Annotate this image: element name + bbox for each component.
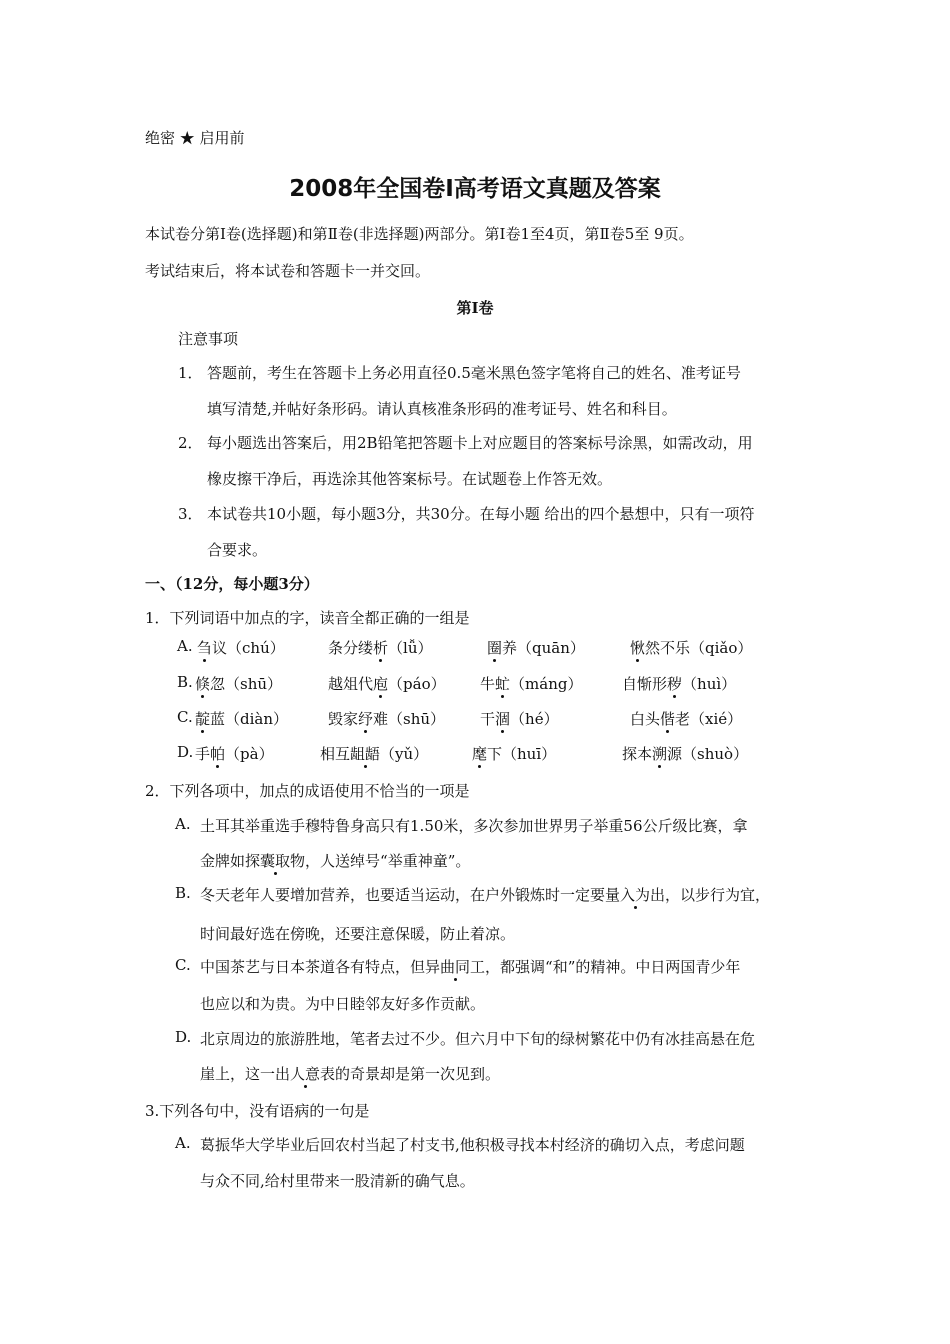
q1-option-c-label: C. [177,708,193,726]
part-heading: 一、（12分，每小题3分） [145,575,319,593]
dotted-char: 庖 [373,675,389,693]
intro-line-2: 考试结束后，将本试卷和答题卡一并交回。 [145,262,431,280]
q2-option-d-label: D. [175,1028,192,1046]
option-text: 冬天老年人要增加营养，也要适当运动，在户外锻炼时一定要 [200,886,606,904]
q2-option-c-line-2 [200,993,485,1014]
cell-text: （páo） [388,675,446,693]
cell-text: （lǚ） [388,639,433,657]
dotted-char: 析 [373,639,389,657]
q1-d-cell-1 [195,743,274,764]
option-text: 也应以和为贵。为中日睦邻友好多作贡献。 [200,995,486,1013]
q1-option-d-label: D. [177,743,194,761]
q1-option-b-label: B. [177,673,193,691]
dotted-char: 龃龉 [350,745,381,763]
option-text: 中国茶艺与日本茶道各有特点，但 [200,958,426,976]
option-text: ，都强调“和”的精神。中日两国青少年 [485,958,741,976]
q1-d-cell-2 [320,743,428,764]
cell-text: 然不乐（qiǎo） [645,639,753,657]
q1-c-cell-4 [630,708,742,729]
q1-b-cell-1 [195,673,282,694]
cell-text: 下（huī） [487,745,557,763]
cell-text: 毁家 [328,710,359,728]
cell-text: 条分缕 [328,639,374,657]
dotted-char: 愀 [630,639,646,657]
dotted-idiom: 量入为出 [605,886,666,904]
cell-text: 手 [195,745,211,763]
dotted-char: 纾 [358,710,374,728]
dotted-idiom: 探囊取物 [245,852,306,870]
dotted-char: 秽 [667,675,683,693]
q3-option-a-label: A. [175,1134,191,1152]
dotted-char: 麾 [472,745,488,763]
cell-text: 老（xié） [675,710,743,728]
dotted-char: 靛 [195,710,211,728]
q2-option-d-line-2 [200,1063,500,1084]
notice-item-2-number: 2． [178,434,203,452]
q2-option-d-line-1 [200,1028,755,1049]
dotted-char: 刍 [197,639,213,657]
dotted-char: 帕 [210,745,226,763]
q2-option-b-label: B. [175,884,191,902]
option-text: ，以步行为宜， [665,886,771,904]
section-title: 第Ⅰ卷 [456,299,494,317]
q1-option-a-label: A. [177,637,193,655]
notice-item-3-number: 3． [178,505,203,523]
option-text: 崖上，这一 [200,1065,276,1083]
cell-text: 牛 [480,675,496,693]
dotted-char: 涸 [495,710,511,728]
cell-text: 干 [480,710,496,728]
dotted-char: 溯 [652,745,668,763]
page-title: 2008年全国卷Ⅰ高考语文真题及答案 [289,176,661,202]
option-text: 时间最好选在傍晚，还要注意保暖，防止着凉。 [200,925,516,943]
notice-item-3-line-2: 合要求。 [207,541,268,559]
q1-a-cell-2 [328,637,433,658]
cell-text: （hé） [510,710,559,728]
q2-option-a-line-2 [200,850,470,871]
option-text: 土耳其举重选手穆特鲁身高只有1.50米，多次参加世界男子举重56公斤级比赛，拿 [200,817,748,835]
cell-text: 难（shū） [373,710,446,728]
notice-item-3-line-1: 本试卷共10小题，每小题3分，共30分。在每小题 给出的四个悬想中，只有一项符 [207,505,755,523]
q3-option-a-line-1: 葛振华大学毕业后回农村当起了村支书,他积极寻找本村经济的确切入点，考虑问题 [200,1136,745,1154]
q1-d-cell-4 [622,743,748,764]
notice-heading: 注意事项 [178,330,239,348]
dotted-idiom: 出人意表 [275,1065,336,1083]
question-2-stem: 2．下列各项中，加点的成语使用不恰当的一项是 [145,782,470,800]
question-3-stem: 3.下列各句中，没有语病的一句是 [145,1102,370,1120]
dotted-char: 偕 [660,710,676,728]
dotted-char: 虻 [495,675,511,693]
option-text: 金牌如 [200,852,246,870]
q1-a-cell-1 [197,637,285,658]
cell-text: 议（chú） [212,639,285,657]
q3-option-a-line-2: 与众不同,给村里带来一股清新的确气息。 [200,1172,475,1190]
secret-label: 绝密 ★ 启用前 [145,129,245,147]
notice-item-1-number: 1． [178,364,203,382]
cell-text: 养（quān） [502,639,585,657]
notice-item-1-line-1: 答题前，考生在答题卡上务必用直径0.5毫米黑色签字笔将自己的姓名、准考证号 [207,364,741,382]
q2-option-b-line-1 [200,884,770,905]
cell-text: （pà） [225,745,274,763]
dotted-char: 倏 [195,675,211,693]
cell-text: （huì） [682,675,737,693]
cell-text: 探本 [622,745,653,763]
cell-text: 忽（shū） [210,675,283,693]
option-text: ，人送绰号“举重神童”。 [305,852,471,870]
cell-text: 白头 [630,710,661,728]
q1-c-cell-2 [328,708,445,729]
notice-item-2-line-2: 橡皮擦干净后，再选涂其他答案标号。在试题卷上作答无效。 [207,470,613,488]
q1-b-cell-4 [622,673,736,694]
question-1-stem: 1．下列词语中加点的字，读音全都正确的一组是 [145,609,470,627]
intro-line-1: 本试卷分第Ⅰ卷(选择题)和第Ⅱ卷(非选择题)两部分。第Ⅰ卷1至4页，第Ⅱ卷5至 9页。 [145,225,694,243]
cell-text: 自惭形 [622,675,668,693]
q1-c-cell-3 [480,708,559,729]
cell-text: （máng） [510,675,583,693]
cell-text: 蓝（diàn） [210,710,289,728]
dotted-char: 圈 [487,639,503,657]
notice-item-1-line-2: 填写清楚,并帖好条形码。请认真核准条形码的准考证号、姓名和科目。 [207,400,677,418]
q2-option-b-line-2 [200,923,515,944]
q2-option-a-label: A. [175,815,191,833]
q1-a-cell-3 [487,637,585,658]
dotted-idiom: 异曲同工 [425,958,486,976]
cell-text: 相互 [320,745,351,763]
cell-text: 源（shuò） [667,745,749,763]
notice-item-2-line-1: 每小题选出答案后，用2B铅笔把答题卡上对应题目的答案标号涂黑，如需改动，用 [207,434,753,452]
q1-a-cell-4 [630,637,752,658]
cell-text: （yǔ） [380,745,429,763]
q2-option-c-line-1 [200,956,740,977]
q1-b-cell-3 [480,673,582,694]
q1-b-cell-2 [328,673,446,694]
cell-text: 越俎代 [328,675,374,693]
q2-option-a-line-1 [200,815,748,836]
q1-c-cell-1 [195,708,288,729]
q1-d-cell-3 [472,743,556,764]
option-text: 北京周边的旅游胜地，笔者去过不少。但六月中下旬的绿树繁花中仍有冰挂高悬在危 [200,1030,756,1048]
q2-option-c-label: C. [175,956,191,974]
option-text: 的奇景却是第一次见到。 [335,1065,501,1083]
